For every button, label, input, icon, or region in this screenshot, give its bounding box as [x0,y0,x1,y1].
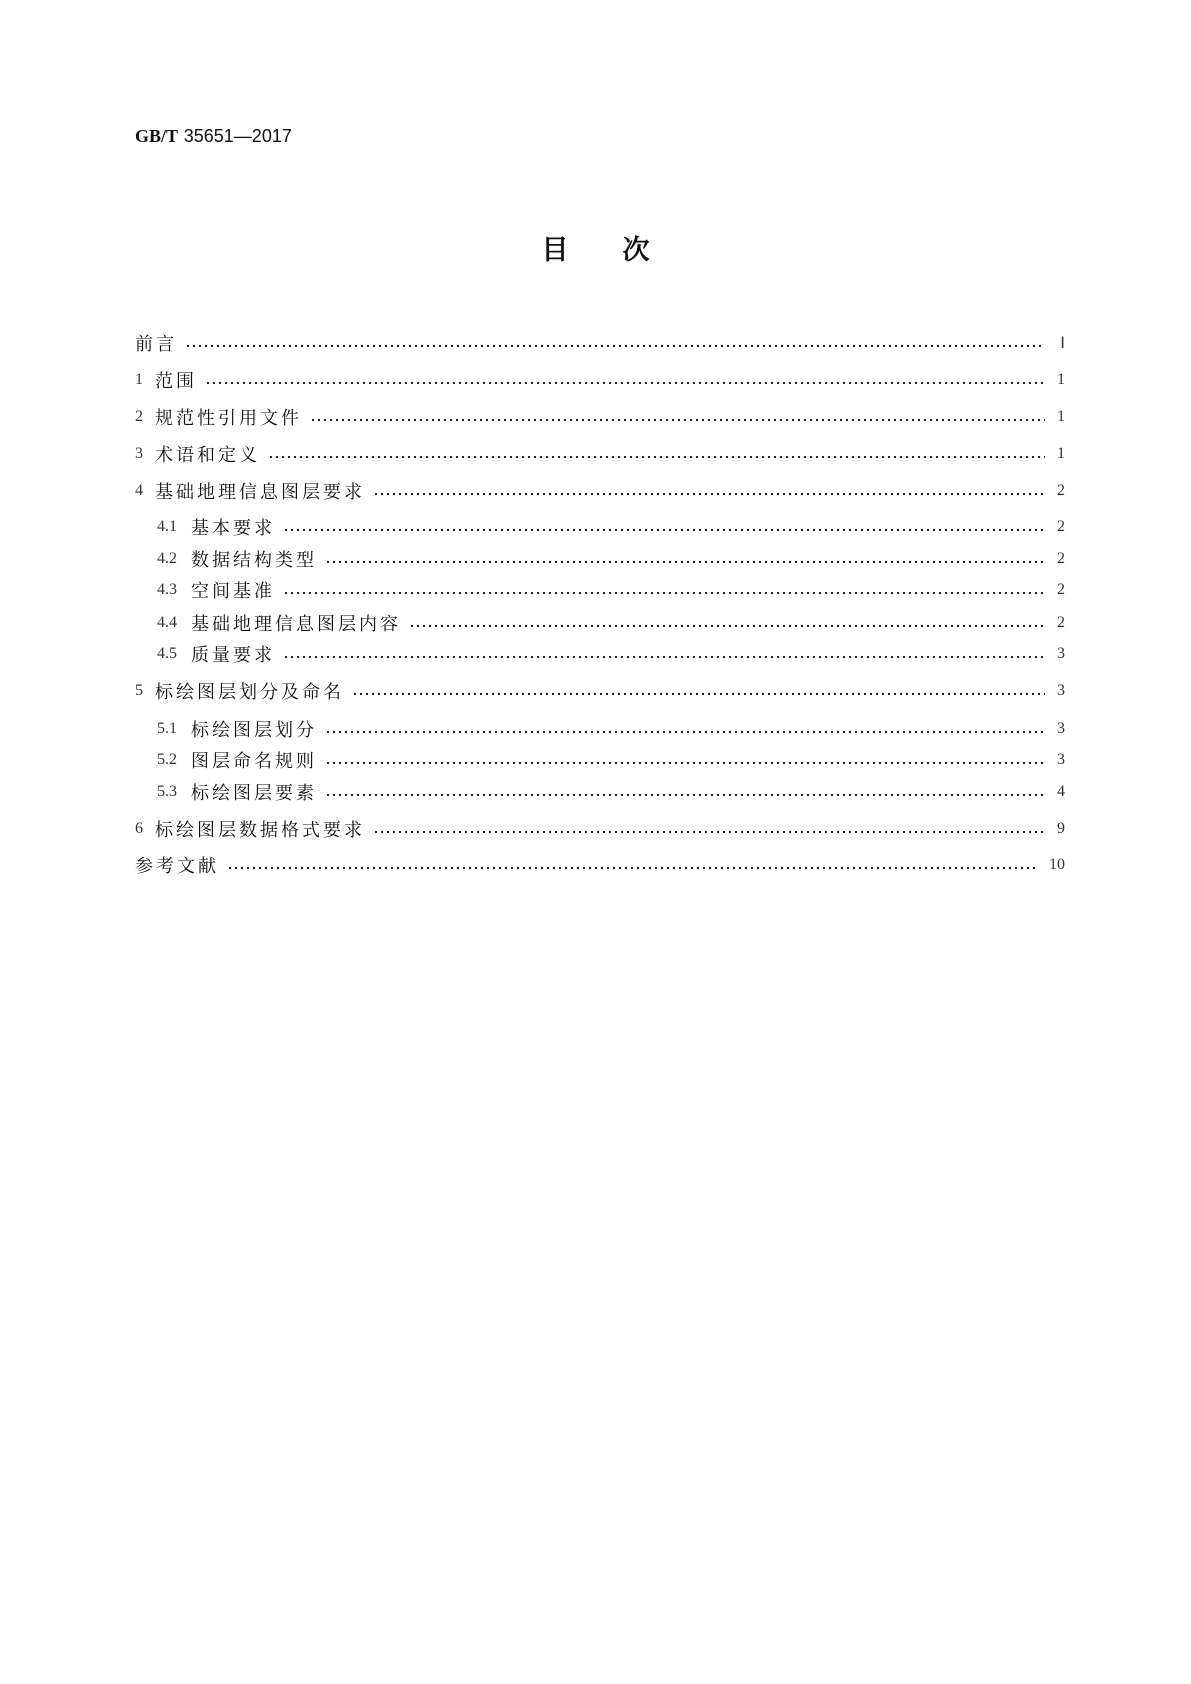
toc-entry[interactable] [135,442,1065,466]
toc-subentry[interactable] [157,748,1065,772]
toc-label: 标绘图层划分及命名 [155,682,344,703]
standard-code [135,126,292,147]
toc-label: 基础地理信息图层内容 [191,614,401,635]
dot-leader [373,492,1045,496]
toc-label: 空间基准 [191,581,275,602]
dot-leader [205,381,1045,385]
toc-number: 4.5 [157,645,177,662]
toc-label: 图层命名规则 [191,751,317,772]
dot-leader [352,692,1045,696]
toc-entry[interactable] [135,405,1065,429]
toc-label: 参考文献 [135,856,219,877]
toc-label: 标绘图层要素 [191,783,317,804]
toc-page: 3 [1057,682,1065,699]
toc-page: 2 [1057,614,1065,631]
dot-leader [325,560,1045,564]
toc-page: 2 [1057,518,1065,535]
dot-leader [310,418,1045,422]
toc-page: 3 [1057,645,1065,662]
toc-page: 1 [1057,445,1065,462]
standard-number: 35651—2017 [183,126,292,146]
toc-page: 4 [1057,783,1065,800]
toc-subentry[interactable] [157,780,1065,804]
toc-entry[interactable] [135,817,1065,841]
toc-label: 标绘图层数据格式要求 [155,820,365,841]
toc-number: 6 [135,820,143,837]
toc-number: 5 [135,682,143,699]
toc-number: 4.2 [157,550,177,567]
toc-page: 2 [1057,581,1065,598]
dot-leader [283,591,1045,595]
toc-page: 2 [1057,482,1065,499]
toc-page: 3 [1057,720,1065,737]
toc-label: 质量要求 [191,645,275,666]
dot-leader [373,830,1045,834]
dot-leader [409,624,1045,628]
dot-leader [185,344,1045,348]
toc-subentry[interactable] [157,515,1065,539]
dot-leader [325,761,1045,765]
toc-number: 5.1 [157,720,177,737]
toc-number: 2 [135,408,143,425]
toc-label: 基础地理信息图层要求 [155,482,365,503]
toc-page: 10 [1049,856,1065,873]
toc-number: 1 [135,371,143,388]
toc-page: Ⅰ [1060,335,1065,352]
toc-number: 4 [135,482,143,499]
dot-leader [325,730,1045,734]
dot-leader [325,793,1045,797]
dot-leader [283,655,1045,659]
toc-entry-references[interactable] [135,853,1065,877]
toc-label: 基本要求 [191,518,275,539]
toc-label: 标绘图层划分 [191,720,317,741]
toc-label: 术语和定义 [155,445,260,466]
toc-entry-foreword[interactable] [135,331,1065,355]
toc-subentry[interactable] [157,717,1065,741]
toc-label: 范围 [155,371,197,392]
toc-subentry[interactable] [157,578,1065,602]
toc-page: 3 [1057,751,1065,768]
toc-page: 1 [1057,408,1065,425]
toc-number: 3 [135,445,143,462]
toc-number: 4.3 [157,581,177,598]
dot-leader [268,455,1045,459]
toc-label: 前言 [135,334,177,355]
toc-page: 2 [1057,550,1065,567]
toc-number: 4.4 [157,614,177,631]
toc-subentry[interactable] [157,611,1065,635]
toc-entry[interactable] [135,679,1065,703]
toc-page: 1 [1057,371,1065,388]
toc-number: 4.1 [157,518,177,535]
toc-number: 5.2 [157,751,177,768]
page-title: 目次 [541,235,704,266]
toc-entry[interactable] [135,479,1065,503]
toc-page: 9 [1057,820,1065,837]
toc-number: 5.3 [157,783,177,800]
dot-leader [283,528,1045,532]
standard-prefix: GB/T [135,126,179,146]
toc-entry[interactable] [135,368,1065,392]
toc-label: 数据结构类型 [191,550,317,571]
toc-subentry[interactable] [157,547,1065,571]
toc-subentry[interactable] [157,642,1065,666]
dot-leader [227,866,1039,870]
toc-label: 规范性引用文件 [155,408,302,429]
